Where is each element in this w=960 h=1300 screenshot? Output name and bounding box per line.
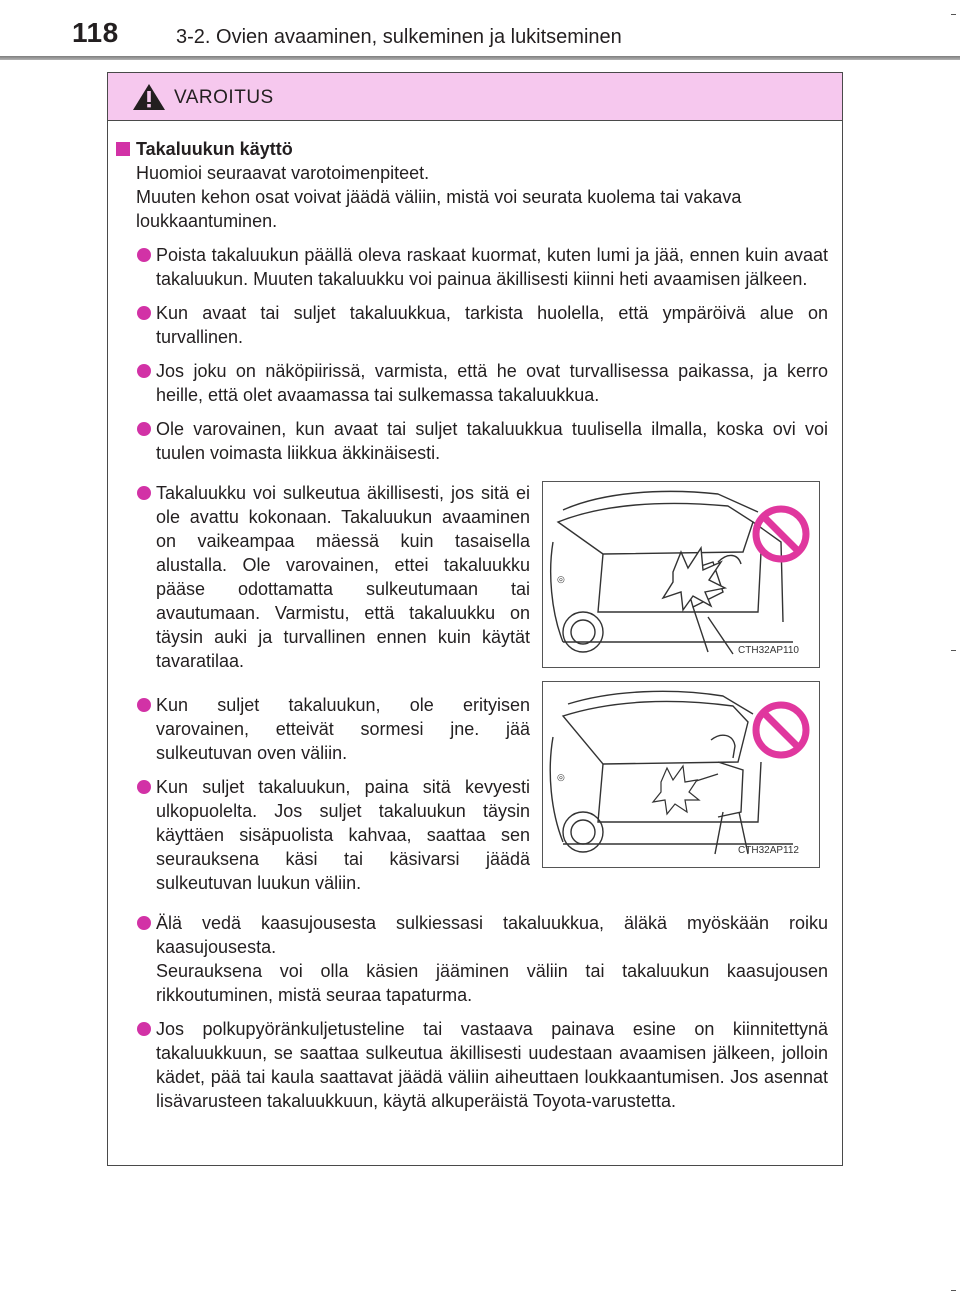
bullet-dot-icon [137,306,151,320]
header-rule [0,56,960,60]
svg-text:◎: ◎ [557,772,565,782]
bullet-item [116,693,530,765]
bullet-dot-icon [137,698,151,712]
bullet-item [116,775,530,895]
bullet-text: Älä vedä kaasujousesta sulkiessasi takaluukkua, äläkä myöskään roiku kaasujousesta. [156,913,828,957]
bullet-text: Kun avaat tai suljet takaluukkua, tarkista huolella, että ympäröivä alue on turvallinen. [156,303,828,347]
bullet-text: Kun suljet takaluukun, ole erityisen varovainen, etteivät sormesi jne. jää sulkeutuvan oven väliin. [156,695,530,763]
prohibition-icon [751,700,811,760]
illustration-tailgate-closing [542,481,820,668]
bullet-dot-icon [137,248,151,262]
image-code: CTH32AP112 [738,845,799,856]
bullet-text: Poista takaluukun päällä oleva raskaat kuormat, kuten lumi ja jää, ennen kuin avaat takaluukun. Muuten takaluukku voi painua äkillisesti kiinni heti avaamisen jälkeen. [156,245,828,289]
bullet-item [116,1017,828,1113]
bullet-text: Kun suljet takaluukun, paina sitä kevyesti ulkopuolelta. Jos suljet takaluukun täysin käyttäen sisäpuolista kahvaa, saattaa sen seurauksena käsi tai käsivarsi jäädä sulkeutuvan luukun väliin. [156,777,530,893]
bullet-with-illustration [116,693,828,895]
bullet-item [116,417,828,465]
intro [116,161,828,233]
bullet-dot-icon [137,916,151,930]
square-bullet-icon [116,142,130,156]
bullet-dot-icon [137,780,151,794]
intro-text: Muuten kehon osat voivat jäädä väliin, mistä voi seurata kuolema tai vakava loukkaantuminen. [136,187,742,231]
subheading [116,137,828,161]
bullet-item [116,911,828,1007]
svg-text:◎: ◎ [557,574,565,584]
bullet-text: Jos joku on näköpiirissä, varmista, että he ovat turvallisessa paikassa, ja kerro heille, että olet avaamassa tai sulkemassa takaluukkua. [156,361,828,405]
bullet-text: Jos polkupyöränkuljetusteline tai vastaava painava esine on kiinnitettynä takaluukkuun, se saattaa sulkeutua äkillisesti uudestaan avaamisen jälkeen, jolloin kädet, pää tai kaula saattavat jäädä väliin aiheuttaen loukkaantumisen. Jos asennat lisävarusteen takaluukkuun, käytä alkuperäistä Toyota-varustetta. [156,1019,828,1111]
bullet-dot-icon [137,422,151,436]
bullet-dot-icon [137,486,151,500]
warning-box [107,72,843,1166]
bullet-item [116,243,828,291]
crop-mark [951,14,956,15]
bullet-text: Seurauksena voi olla käsien jääminen väliin tai takaluukun kaasujousen rikkoutuminen, mistä seuraa tapaturma. [156,961,828,1005]
warning-triangle-icon [132,83,166,111]
bullet-item [116,481,530,673]
bullet-dot-icon [137,364,151,378]
section-title: 3-2. Ovien avaaminen, sulkeminen ja lukitseminen [176,26,622,48]
bullet-text: Takaluukku voi sulkeutua äkillisesti, jos sitä ei ole avattu kokonaan. Takaluukun avaaminen on vaikeampaa mäessä kuin tasaisella alustalla. Ole varovainen, ettei takaluukku pääse odottamatta sulkeutumaan tai avautumaan. Varmistu, että takaluukku on täysin auki ja turvallinen ennen kuin käytät tavaratilaa. [156,483,530,671]
page-header [0,0,960,62]
warning-header [108,73,842,121]
warning-label: VAROITUS [174,87,274,108]
image-code: CTH32AP110 [738,645,799,656]
bullet-with-illustration [116,481,828,673]
bullet-text: Ole varovainen, kun avaat tai suljet takaluukkua tuulisella ilmalla, koska ovi voi tuulen voimasta liikkua äkkinäisesti. [156,419,828,463]
subheading-text: Takaluukun käyttö [136,139,293,159]
warning-content [108,121,842,1165]
bullet-dot-icon [137,1022,151,1036]
intro-text: Huomioi seuraavat varotoimenpiteet. [136,163,430,183]
bullet-item [116,301,828,349]
crop-mark [951,1290,956,1291]
illustration-hand-caught [542,681,820,868]
crop-mark [951,650,956,651]
page-number: 118 [72,17,119,48]
prohibition-icon [751,504,811,564]
bullet-item [116,359,828,407]
